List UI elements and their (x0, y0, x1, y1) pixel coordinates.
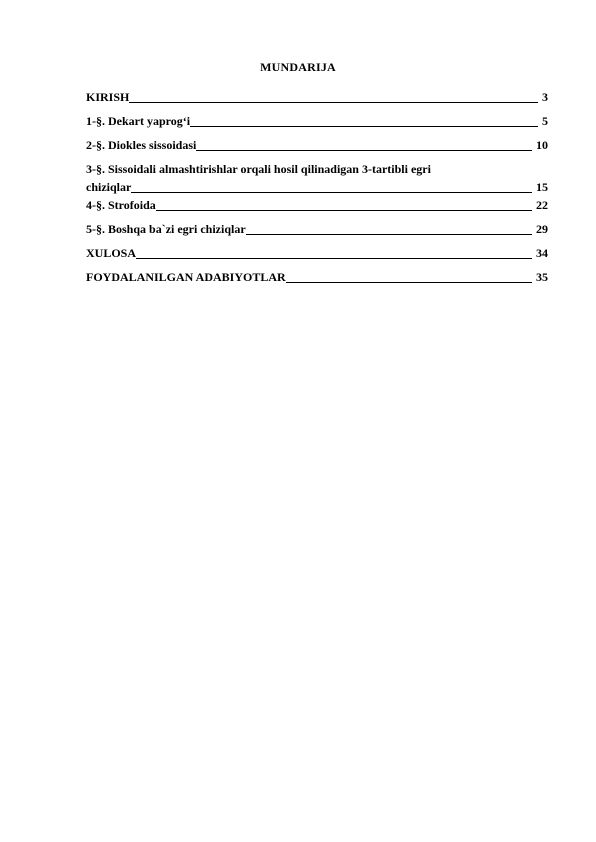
toc-entry-boshqa-egri-chiziqlar (86, 222, 548, 236)
toc-entry-strofoida (86, 198, 548, 212)
toc-entry-sissoidali-line1: 3-§. Sissoidali almashtirishlar orqali hosil qilinadigan 3-tartibli egri (86, 162, 431, 176)
toc-entry-foydalanilgan-adabiyotlar (86, 270, 548, 284)
toc-entry-label: KIRISH (86, 90, 130, 104)
toc-entry-page: 5 (542, 114, 548, 128)
toc-entry-sissoidali (86, 180, 548, 194)
toc-leader-line (286, 281, 532, 283)
toc-entry-page: 3 (542, 90, 548, 104)
toc-entry-label: chiziqlar (86, 180, 132, 194)
toc-leader-line (190, 125, 538, 127)
toc-title: MUNDARIJA (260, 60, 336, 74)
toc-leader-line (156, 209, 532, 211)
toc-entry-label: FOYDALANILGAN ADABIYOTLAR (86, 270, 286, 284)
toc-entry-page: 35 (536, 270, 548, 284)
toc-entry-page: 22 (536, 198, 548, 212)
toc-entry-xulosa (86, 246, 548, 260)
toc-leader-line (246, 233, 532, 235)
toc-entry-page: 29 (536, 222, 548, 236)
toc-entry-diokles-sissoidasi (86, 138, 548, 152)
toc-entry-label: 1-§. Dekart yaprog‘i (86, 114, 191, 128)
toc-entry-label: 5-§. Boshqa ba`zi egri chiziqlar (86, 222, 246, 236)
toc-entry-dekart-yaprogi (86, 114, 548, 128)
toc-entry-label: 2-§. Diokles sissoidasi (86, 138, 197, 152)
toc-leader-line (196, 149, 532, 151)
toc-entry-page: 34 (536, 246, 548, 260)
toc-leader-line (136, 257, 532, 259)
table-of-contents (86, 90, 548, 284)
toc-leader-line (129, 101, 538, 103)
toc-entry-label: XULOSA (86, 246, 137, 260)
toc-entry-kirish (86, 90, 548, 104)
toc-leader-line (131, 191, 532, 193)
toc-entry-label: 4-§. Strofoida (86, 198, 156, 212)
toc-entry-page: 15 (536, 180, 548, 194)
toc-entry-page: 10 (536, 138, 548, 152)
